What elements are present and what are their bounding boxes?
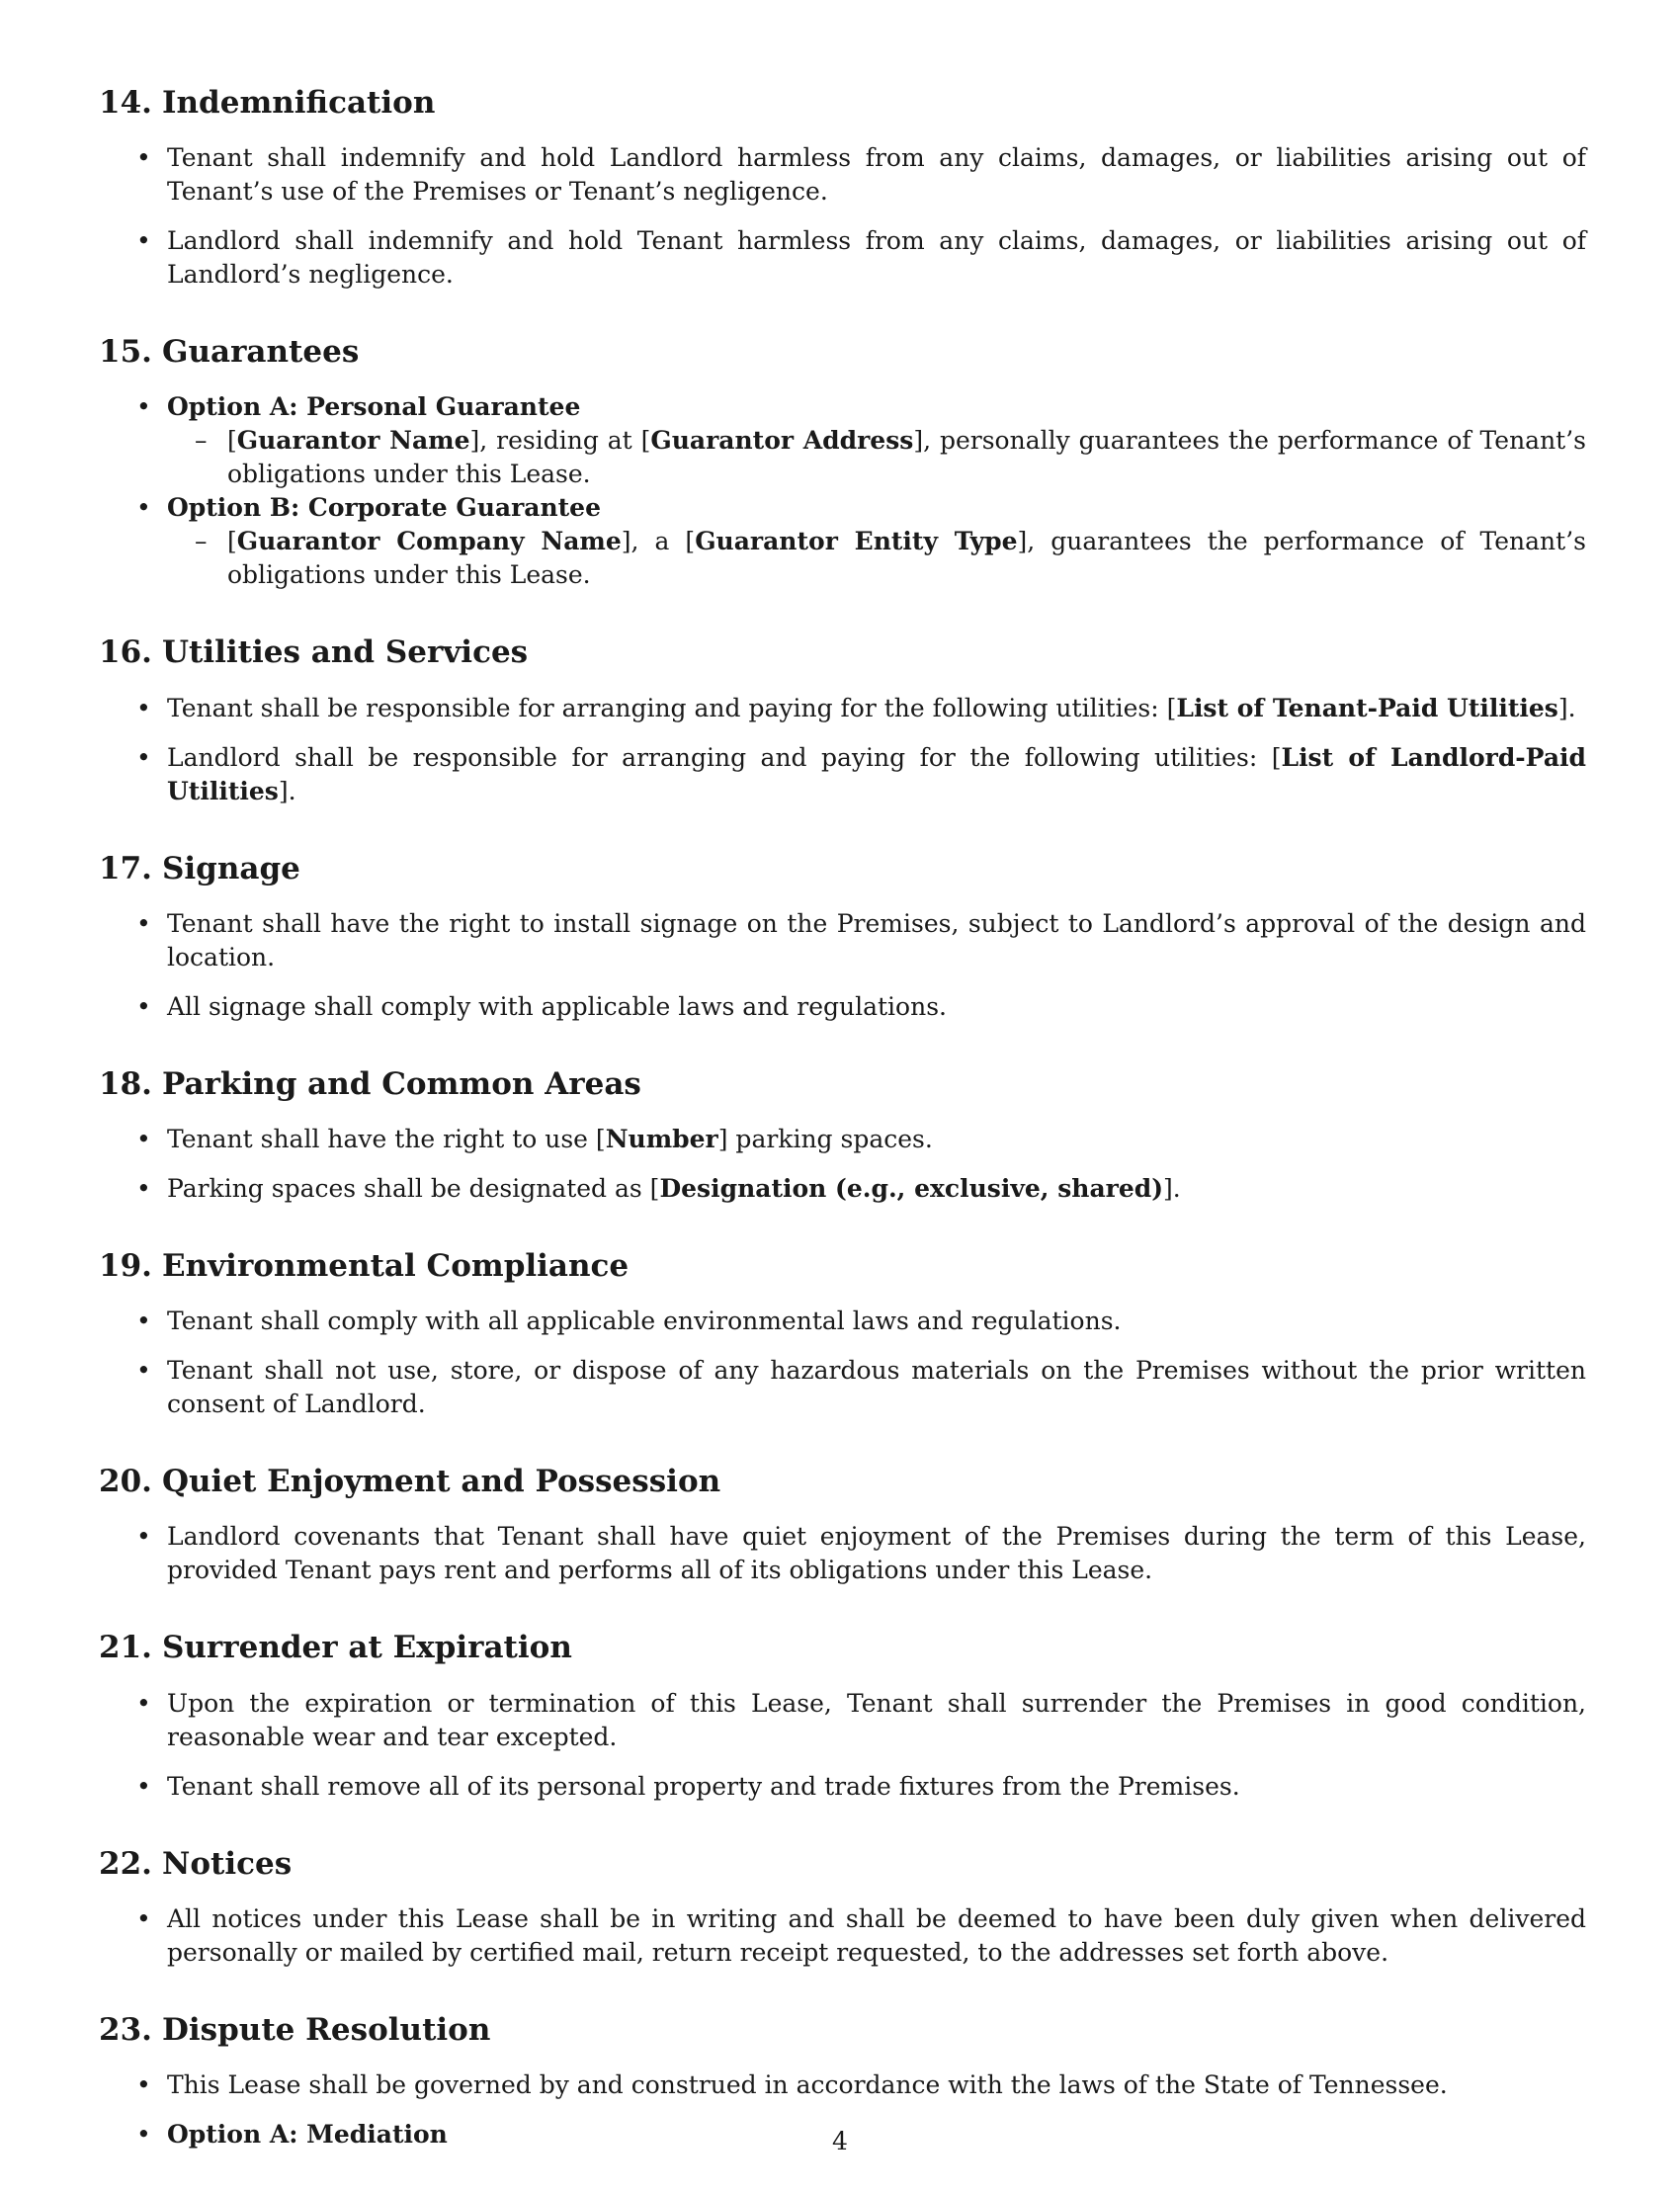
option-label: Option A: Mediation <box>167 2119 448 2149</box>
list-item: • Tenant shall be responsible for arranging and paying for the following utilities: [List of Tenant-Paid Utilities]. <box>99 692 1586 725</box>
list-item: • Tenant shall have the right to install signage on the Premises, subject to Landlord’s approval of the design and location. <box>99 907 1586 974</box>
list-item: • Tenant shall not use, store, or dispose of any hazardous materials on the Premises without the prior written consent of Landlord. <box>99 1354 1586 1421</box>
option-label: Option A: Personal Guarantee <box>167 392 581 422</box>
option-label: Option B: Corporate Guarantee <box>167 493 601 523</box>
list-item: • Landlord shall indemnify and hold Tenant harmless from any claims, damages, or liabilities arising out of Landlord’s negligence. <box>99 224 1586 292</box>
sub-list-item: – [Guarantor Name], residing at [Guarantor Address], personally guarantees the performance of Tenant’s obligations under this Lease. <box>167 424 1586 491</box>
section-heading: 16. Utilities and Services <box>99 634 529 671</box>
sub-list <box>167 525 1586 592</box>
section-heading: 17. Signage <box>99 850 300 886</box>
bullet-list <box>99 907 1586 1024</box>
section-heading: 21. Surrender at Expiration <box>99 1630 572 1666</box>
section-parking <box>99 1066 1586 1206</box>
section-heading: 15. Guarantees <box>99 334 360 371</box>
list-item: • All signage shall comply with applicable laws and regulations. <box>99 990 1586 1024</box>
sub-list-item: – [Guarantor Company Name], a [Guarantor Entity Type], guarantees the performance of Tenant’s obligations under this Lease. <box>167 525 1586 592</box>
document-page <box>99 85 1586 2194</box>
list-item: • Tenant shall have the right to use [Number] parking spaces. <box>99 1123 1586 1156</box>
list-item: • Parking spaces shall be designated as [Designation (e.g., exclusive, shared)]. <box>99 1172 1586 1206</box>
list-item: • This Lease shall be governed by and construed in accordance with the laws of the State of Tennessee. <box>99 2068 1586 2102</box>
list-item: • Landlord shall be responsible for arranging and paying for the following utilities: [List of Landlord-Paid Utilities]. <box>99 741 1586 808</box>
section-heading: 23. Dispute Resolution <box>99 2011 491 2048</box>
section-heading: 19. Environmental Compliance <box>99 1247 630 1284</box>
list-item: • Tenant shall remove all of its personal property and trade fixtures from the Premises. <box>99 1770 1586 1804</box>
bullet-list <box>99 1123 1586 1206</box>
list-item: • Landlord covenants that Tenant shall have quiet enjoyment of the Premises during the term of this Lease, provided Tenant pays rent and performs all of its obligations under this Lease. <box>99 1520 1586 1587</box>
section-heading: 20. Quiet Enjoyment and Possession <box>99 1464 721 1500</box>
list-item: • Tenant shall comply with all applicable environmental laws and regulations. <box>99 1305 1586 1338</box>
list-item: • Tenant shall indemnify and hold Landlord harmless from any claims, damages, or liabilities arising out of Tenant’s use of the Premises or Tenant’s negligence. <box>99 141 1586 209</box>
bullet-list <box>99 390 1586 592</box>
section-environmental <box>99 1248 1586 1421</box>
section-utilities <box>99 634 1586 807</box>
section-signage <box>99 851 1586 1024</box>
section-surrender <box>99 1630 1586 1803</box>
bullet-list <box>99 1305 1586 1421</box>
section-heading: 14. Indemnification <box>99 85 436 121</box>
section-quiet-enjoyment <box>99 1464 1586 1587</box>
sub-list <box>167 424 1586 491</box>
section-notices <box>99 1846 1586 1970</box>
list-item: • All notices under this Lease shall be in writing and shall be deemed to have been duly given when delivered personally or mailed by certified mail, return receipt requested, to the addresses set forth above. <box>99 1902 1586 1970</box>
list-item <box>99 491 1586 592</box>
section-indemnification <box>99 85 1586 292</box>
bullet-list <box>99 692 1586 808</box>
bullet-list <box>99 1687 1586 1804</box>
section-heading: 22. Notices <box>99 1845 293 1882</box>
bullet-list <box>99 1520 1586 1587</box>
section-guarantees <box>99 334 1586 592</box>
page-number: 4 <box>832 2127 848 2155</box>
list-item: • Upon the expiration or termination of this Lease, Tenant shall surrender the Premises in good condition, reasonable wear and tear excepted. <box>99 1687 1586 1754</box>
bullet-list <box>99 141 1586 292</box>
bullet-list <box>99 1902 1586 1970</box>
section-heading: 18. Parking and Common Areas <box>99 1065 641 1102</box>
list-item <box>99 390 1586 491</box>
